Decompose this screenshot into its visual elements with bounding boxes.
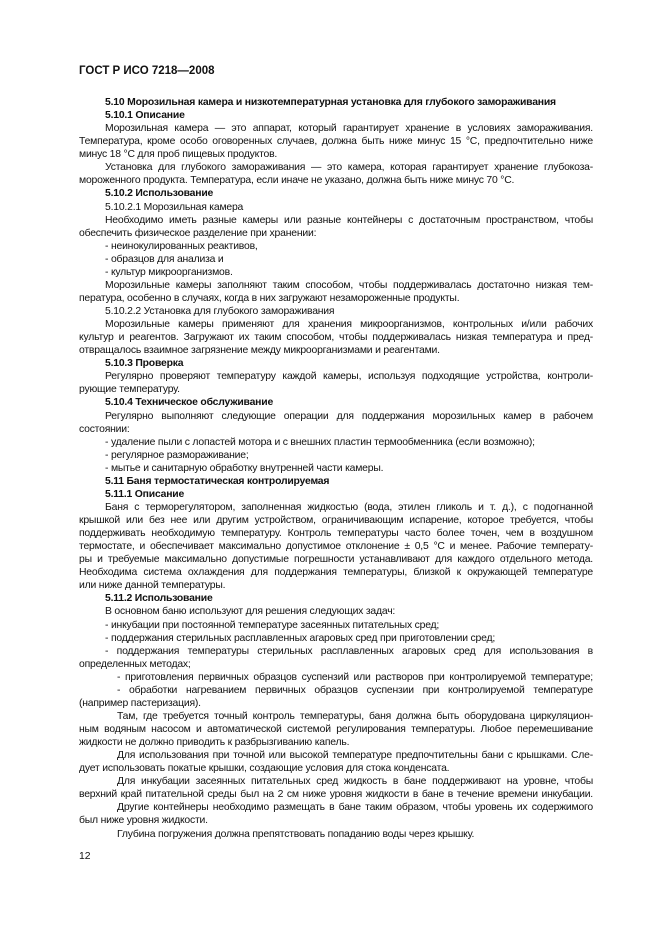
text-line: (например пастеризация). [79,697,201,709]
section-heading: 5.10.2 Использование [105,188,214,200]
text-line: В основном баню используют для решения следующих задач: [105,606,396,618]
text-line: Морозильная камера — это аппарат, который гарантирует хранение в условиях замораживания. [105,123,593,135]
text-line: дует использовать покатые крышки, создающие условия для стока конденсата. [79,763,450,775]
text-line: Для использования при точной или высокой температуре предпочтительны бани с крышками. Сле- [117,750,593,762]
text-line: - регулярное размораживание; [105,449,249,461]
text-line: - культур микроорганизмов. [105,266,233,278]
text-line: 5.10.2.2 Установка для глубокого замораживания [105,306,335,317]
text-line: - обработки нагреванием первичных образцов суспензии при контролируемой температуре [117,684,593,696]
text-line: - образцов для анализа и [105,253,224,265]
section-heading: 5.11.1 Описание [105,488,185,500]
text-line: или ниже данной температуры. [79,580,226,592]
section-heading: 5.10.3 Проверка [105,358,184,370]
text-line: 5.10.2.1 Морозильная камера [105,201,244,213]
text-line: обеспечить физическое разделение при хранении: [79,227,317,239]
document-body [79,0,593,841]
document-header: ГОСТ Р ИСО 7218—2008 [79,65,215,77]
section-heading: 5.10.4 Техническое обслуживание [105,397,274,409]
text-line: Баня с терморегулятором, заполненная жидкостью (вода, этилен гликоль и т. д.), с подогнанной [105,501,593,513]
text-line: Глубина погружения должна препятствовать попаданию воды через крышку. [117,828,475,840]
text-line: ры и требуемые максимально допустимые погрешности устанавливают для каждого отдельного метода. [79,554,593,566]
text-line: определенных методах; [79,658,191,670]
section-heading: 5.10.1 Описание [105,110,185,122]
text-line: Необходимо иметь разные камеры или разные контейнеры с достаточным пространством, чтобы [105,214,593,226]
section-heading: 5.10 Морозильная камера и низкотемпературная установка для глубокого замораживания [105,97,556,108]
text-line: - приготовления первичных образцов суспензий или растворов при контролируемой температуре; [117,671,593,683]
text-line: - инкубации при постоянной температуре засеянных питательных сред; [105,619,440,631]
text-line: минус 18 °С для проб пищевых продуктов. [79,149,278,161]
text-line: состоянии: [79,423,130,435]
text-line: был ниже уровня жидкости. [79,815,208,827]
text-line: Морозильные камеры заполняют таким способом, чтобы поддерживалась достаточно низкая тем- [105,279,593,291]
text-line: Регулярно проверяют температуру каждой камеры, используя подходящие устройства, контроли- [105,371,593,383]
text-line: мороженного продукта. Температура, если иначе не указано, должна быть ниже минус 70 °С. [79,175,515,187]
text-line: Для инкубации засеянных питательных сред жидкость в бане поддерживают на уровне, чтобы [117,776,593,788]
text-line: Там, где требуется точный контроль температуры, баня должна быть оборудована циркуляцион- [117,710,593,722]
text-line: верхний край питательной среды был на 2 см ниже уровня жидкости в бане в течение времени инкубации. [79,789,593,801]
text-line: рующие температуру. [79,384,180,396]
text-line: Необходима система охлаждения для поддержания температуры, близкой к окружающей температуре [79,567,593,579]
text-line: ным водяным насосом и автоматической системой регулирования температуры. Любое перемешивание [79,724,593,735]
text-line: - поддержания температуры стерильных расплавленных агаровых сред для использования в [105,645,593,657]
text-line: Другие контейнеры необходимо размещать в бане таким образом, чтобы уровень их содержимого [117,802,593,814]
text-line: термостате, и обеспечивает максимально допустимое отклонение ± 0,5 °С и менее. Рабочие температу- [79,541,593,553]
page-number: 12 [79,850,91,862]
text-line: поддерживать необходимую температуру. Контроль температуры часто более точен, чем в воздушном [79,528,593,540]
text-line: жидкости не должно приводить к разбрызгиванию капель. [79,737,350,749]
text-line: крышкой или без нее или другим устройством, ограничивающим испарение, которое требуется, чтобы [79,515,593,526]
text-line: - неинокулированных реактивов, [105,240,258,252]
section-heading: 5.11.2 Использование [105,593,213,605]
text-line: - удаление пыли с лопастей мотора и с внешних пластин термообменника (если возможно); [105,436,535,448]
text-line: отвращалось взаимное загрязнение между микроорганизмами и реагентами. [79,345,440,357]
text-line: Морозильные камеры применяют для хранения микроорганизмов, контрольных и/или рабочих [105,319,593,331]
text-line: культур и реагентов. Загружают их таким способом, чтобы поддерживалась низкая температура и пред- [79,332,593,344]
text-line: Температура, кроме особо оговоренных случаев, должна быть ниже минус 15 °С, предпочтительно ниже [79,136,593,148]
text-line: - поддержания стерильных расплавленных агаровых сред при приготовлении сред; [105,632,496,644]
text-line: - мытье и санитарную обработку внутренней части камеры. [105,462,384,474]
text-line: пература, особенно в случаях, когда в них загружают незамороженные продукты. [79,292,460,304]
section-heading: 5.11 Баня термостатическая контролируемая [105,475,330,487]
text-line: Установка для глубокого замораживания — это камера, которая гарантирует хранение глубокоза- [105,162,593,174]
text-line: Регулярно выполняют следующие операции для поддержания морозильных камер в рабочем [105,410,593,422]
